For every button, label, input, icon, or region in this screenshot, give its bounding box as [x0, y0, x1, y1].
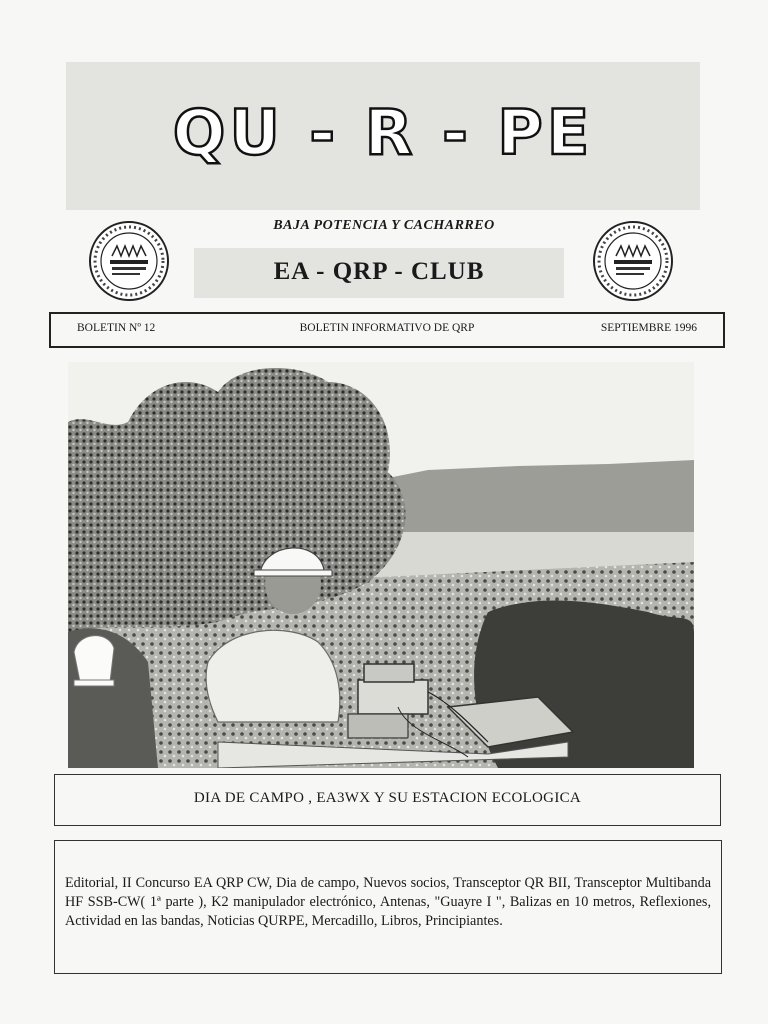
- club-name: EA - QRP - CLUB: [273, 258, 485, 285]
- issue-info-bar: [49, 312, 725, 348]
- photo-caption: DIA DE CAMPO , EA3WX Y SU ESTACION ECOLOGICA: [193, 790, 582, 806]
- photo-caption-box: [54, 774, 721, 826]
- bulletin-description: BOLETIN INFORMATIVO DE QRP: [299, 322, 475, 334]
- cover-photo: [68, 362, 694, 768]
- newsletter-title: QU - R - PE: [172, 96, 594, 169]
- contents-box: [54, 840, 722, 974]
- club-name-band: [194, 248, 564, 298]
- issue-number: BOLETIN Nº 12: [77, 322, 156, 334]
- white-chair: [74, 636, 114, 682]
- issue-date: SEPTIEMBRE 1996: [600, 322, 697, 334]
- newsletter-subtitle: BAJA POTENCIA Y CACHARREO: [273, 218, 495, 233]
- operator-shirt: [206, 630, 340, 722]
- contents-list: Editorial, II Concurso EA QRP CW, Dia de campo, Nuevos socios, Transceptor QR BII, Transceptor Multibanda HF SSB-CW( 1ª parte ), K2 manipulador electrónico, Antenas, "Guayre I ", Balizas en 10 metros, Reflexiones, Actividad en las bandas, Noticias QURPE, Mercadillo, Libros, Principiantes.: [65, 875, 711, 929]
- qrp-transceiver: [358, 680, 428, 714]
- masthead-banner: [66, 62, 700, 210]
